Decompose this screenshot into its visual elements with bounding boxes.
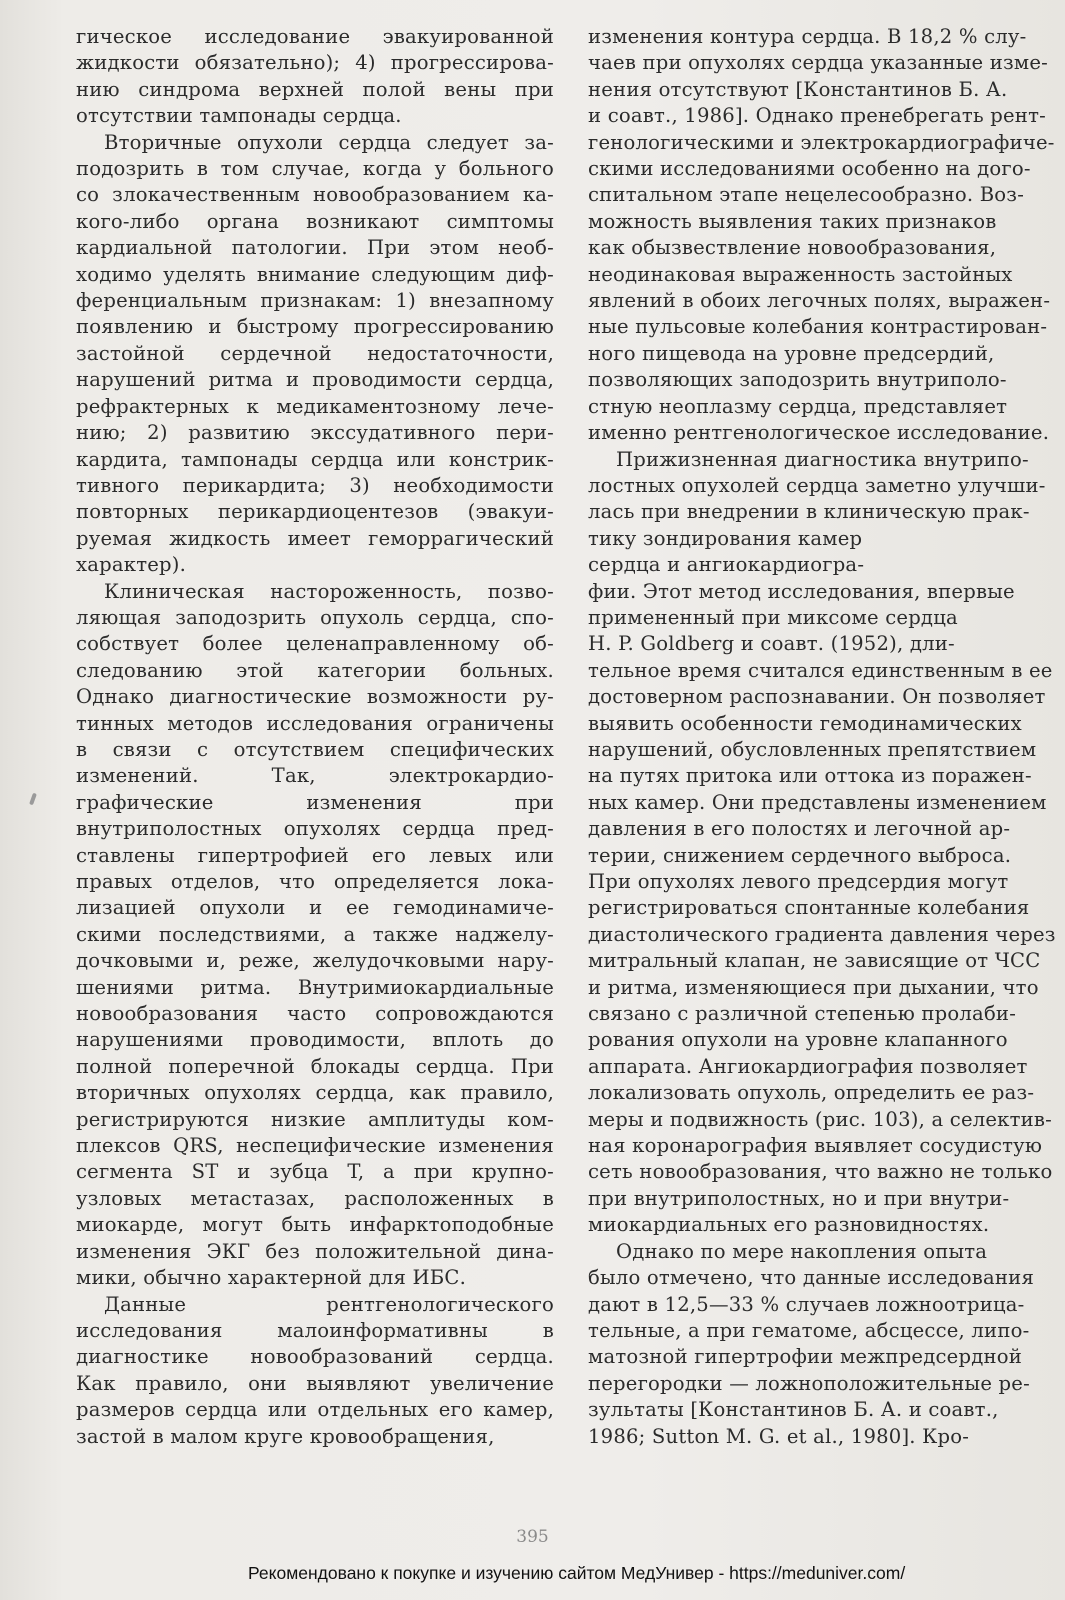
- text-line: и соавт., 1986]. Однако пренебрегать рент-: [588, 104, 1046, 128]
- text-line: в связи с отсутствием специфических: [76, 737, 554, 761]
- text-line: диастолического градиента давления через: [588, 922, 1056, 946]
- text-line: ходимо уделять внимание следующим диф-: [76, 262, 554, 286]
- text-line: появлению и быстрому прогрессированию: [76, 315, 554, 339]
- text-line: митральный клапан, не зависящие от ЧСС: [588, 949, 1041, 973]
- text-line: генологическими и электрокардиографиче-: [588, 130, 1055, 154]
- text-line: нения отсутствуют [Константинов Б. А.: [588, 77, 1008, 101]
- text-line: следованию этой категории больных.: [76, 658, 554, 682]
- text-line: правых отделов, что определяется лока-: [76, 870, 554, 893]
- text-line: на путях притока или оттока из поражен-: [588, 764, 1032, 788]
- text-line: зультаты [Константинов Б. А. и соавт.,: [588, 1398, 999, 1422]
- right-text-column: [588, 24, 1058, 1450]
- text-line: изменений. Так, электрокардио-: [76, 764, 554, 788]
- text-line: гическое исследование эвакуированной: [76, 25, 554, 48]
- scan-speck: [29, 793, 37, 806]
- text-line: диагностике новообразований сердца.: [76, 1345, 554, 1369]
- text-line: меры и подвижность (рис. 103), а селектив-: [588, 1107, 1052, 1131]
- text-line: руемая жидкость имеет геморрагический: [76, 526, 554, 550]
- text-line: перегородки — ложноположительные ре-: [588, 1371, 1030, 1395]
- text-line: тивного перикардита; 3) необходимости: [76, 473, 554, 497]
- text-line: дают в 12,5—33 % случаев ложноотрица-: [588, 1292, 1025, 1316]
- page-number: 395: [516, 1527, 549, 1547]
- text-line: явлений в обоих легочных полях, выражен-: [588, 289, 1051, 313]
- text-line: ференциальным признакам: 1) внезапному: [76, 289, 554, 313]
- text-line: застой в малом круге кровообращения,: [76, 1424, 495, 1448]
- text-line: При опухолях левого предсердия могут: [588, 870, 1009, 893]
- text-line: шениями ритма. Внутримиокардиальные: [76, 975, 554, 999]
- text-line: выявить особенности гемодинамических: [588, 711, 1022, 735]
- text-line: Как правило, они выявляют увеличение: [76, 1371, 554, 1395]
- text-line: тинных методов исследования ограничены: [76, 711, 554, 735]
- text-line: Вторичные опухоли сердца следует за-: [104, 130, 554, 154]
- text-line: собствует более целенаправленному об-: [76, 632, 554, 656]
- text-line: вторичных опухолях сердца, как правило,: [76, 1081, 554, 1105]
- text-line: 1986; Sutton M. G. et al., 1980]. Кро-: [588, 1424, 970, 1448]
- text-line: ных камер. Они представлены изменением: [588, 790, 1047, 814]
- text-line: мики, обычно характерной для ИБС.: [76, 1266, 467, 1290]
- text-line: как обызвествление новообразования,: [588, 236, 997, 260]
- text-line: сегмента ST и зубца T, а при крупно-: [76, 1160, 554, 1184]
- text-line: внутриполостных опухолях сердца пред-: [76, 817, 554, 841]
- text-line: подозрить в том случае, когда у больного: [76, 157, 554, 181]
- text-line: нию синдрома верхней полой вены при: [76, 77, 554, 101]
- text-line: скими исследованиями особенно на дого-: [588, 157, 1031, 181]
- text-line: спитальном этапе нецелесообразно. Воз-: [588, 183, 1025, 207]
- text-line: Данные рентгенологического: [104, 1292, 554, 1316]
- footer-recommendation: Рекомендовано к покупке и изучению сайтом МедУнивер - https://meduniver.com/: [248, 1563, 906, 1583]
- text-line: тельные, а при гематоме, абсцессе, липо-: [588, 1318, 1030, 1342]
- text-line: тику зондирования камер: [588, 526, 863, 550]
- left-text-column: [76, 24, 554, 1450]
- text-line: миокарде, могут быть инфарктоподобные: [76, 1213, 554, 1237]
- text-line: Однако диагностические возможности ру-: [76, 685, 554, 709]
- text-line: лостных опухолей сердца заметно улучши-: [588, 473, 1046, 497]
- text-line: Клиническая настороженность, позво-: [104, 579, 554, 603]
- text-line: сердца и ангиокардиогра-: [588, 553, 865, 577]
- text-line: лизацией опухоли и ее гемодинамиче-: [76, 896, 554, 920]
- text-line: регистрироваться спонтанные колебания: [588, 896, 1030, 920]
- text-line: терии, снижением сердечного выброса.: [588, 843, 1012, 867]
- text-line: графические изменения при: [76, 790, 554, 814]
- text-line: регистрируются низкие амплитуды ком-: [76, 1107, 554, 1131]
- text-line: ные пульсовые колебания контрастирован-: [588, 315, 1048, 339]
- text-line: H. P. Goldberg и соавт. (1952), дли-: [588, 632, 955, 656]
- text-line: ляющая заподозрить опухоль сердца, спо-: [76, 605, 554, 629]
- text-line: матозной гипертрофии межпредсердной: [588, 1345, 1022, 1369]
- text-line: лась при внедрении в клиническую прак-: [588, 500, 1030, 524]
- text-line: позволяющих заподозрить внутриполо-: [588, 368, 1007, 392]
- text-line: неодинаковая выраженность застойных: [588, 262, 1013, 286]
- text-line: характер).: [76, 553, 187, 577]
- text-line: исследования малоинформативны в: [76, 1318, 554, 1342]
- text-line: ного пищевода на уровне предсердий,: [588, 341, 995, 365]
- text-line: достоверном распознавании. Он позволяет: [588, 685, 1046, 709]
- text-line: аппарата. Ангиокардиография позволяет: [588, 1054, 1028, 1078]
- text-line: примененный при миксоме сердца: [588, 605, 958, 629]
- text-line: полной поперечной блокады сердца. При: [76, 1054, 554, 1078]
- text-line: нарушений ритма и проводимости сердца,: [76, 368, 554, 392]
- text-line: повторных перикардиоцентезов (эвакуи-: [76, 500, 554, 524]
- text-line: фии. Этот метод исследования, впервые: [588, 579, 1015, 603]
- text-line: рования опухоли на уровне клапанного: [588, 1028, 1008, 1052]
- text-line: отсутствии тампонады сердца.: [76, 104, 402, 128]
- text-line: плексов QRS, неспецифические изменения: [76, 1134, 554, 1158]
- text-line: узловых метастазах, расположенных в: [76, 1186, 554, 1210]
- text-line: со злокачественным новообразованием ка-: [76, 183, 554, 207]
- text-line: изменения контура сердца. В 18,2 % слу-: [588, 25, 1027, 48]
- text-line: тельное время считался единственным в ее: [588, 658, 1053, 682]
- text-line: можность выявления таких признаков: [588, 209, 997, 233]
- text-line: кого-либо органа возникают симптомы: [76, 209, 554, 233]
- text-line: застойной сердечной недостаточности,: [76, 341, 554, 365]
- text-line: дочковыми и, реже, желудочковыми нару-: [76, 949, 554, 973]
- text-line: Однако по мере накопления опыта: [616, 1239, 988, 1263]
- text-line: нию; 2) развитию экссудативного пери-: [76, 421, 554, 445]
- text-line: ставлены гипертрофией его левых или: [76, 843, 554, 867]
- text-line: нарушениями проводимости, вплоть до: [76, 1028, 554, 1052]
- text-line: ная коронарография выявляет сосудистую: [588, 1134, 1043, 1158]
- text-line: новообразования часто сопровождаются: [76, 1002, 554, 1026]
- text-line: нарушений, обусловленных препятствием: [588, 737, 1037, 761]
- text-line: жидкости обязательно); 4) прогрессирова-: [76, 51, 554, 75]
- text-line: сеть новообразования, что важно не только: [588, 1160, 1053, 1184]
- text-line: Прижизненная диагностика внутрипо-: [616, 447, 1029, 471]
- text-line: локализовать опухоль, определить ее раз-: [588, 1081, 1035, 1105]
- text-line: было отмечено, что данные исследования: [588, 1266, 1035, 1290]
- text-line: связано с различной степенью пролаби-: [588, 1002, 1017, 1026]
- text-line: кардиальной патологии. При этом необ-: [76, 236, 554, 260]
- text-line: чаев при опухолях сердца указанные изме-: [588, 51, 1048, 75]
- text-line: и ритма, изменяющиеся при дыхании, что: [588, 975, 1039, 999]
- text-line: стную неоплазму сердца, представляет: [588, 394, 1008, 418]
- text-line: скими последствиями, а также наджелу-: [76, 922, 554, 946]
- text-line: давления в его полостях и легочной ар-: [588, 817, 1011, 841]
- text-line: миокардиальных его разновидностях.: [588, 1213, 990, 1237]
- text-line: рефрактерных к медикаментозному лече-: [76, 394, 554, 418]
- text-line: изменения ЭКГ без положительной дина-: [76, 1239, 554, 1263]
- text-line: именно рентгенологическое исследование.: [588, 421, 1050, 445]
- text-line: кардита, тампонады сердца или констрик-: [76, 447, 554, 471]
- text-line: размеров сердца или отдельных его камер,: [76, 1398, 554, 1422]
- text-line: при внутриполостных, но и при внутри-: [588, 1186, 1010, 1210]
